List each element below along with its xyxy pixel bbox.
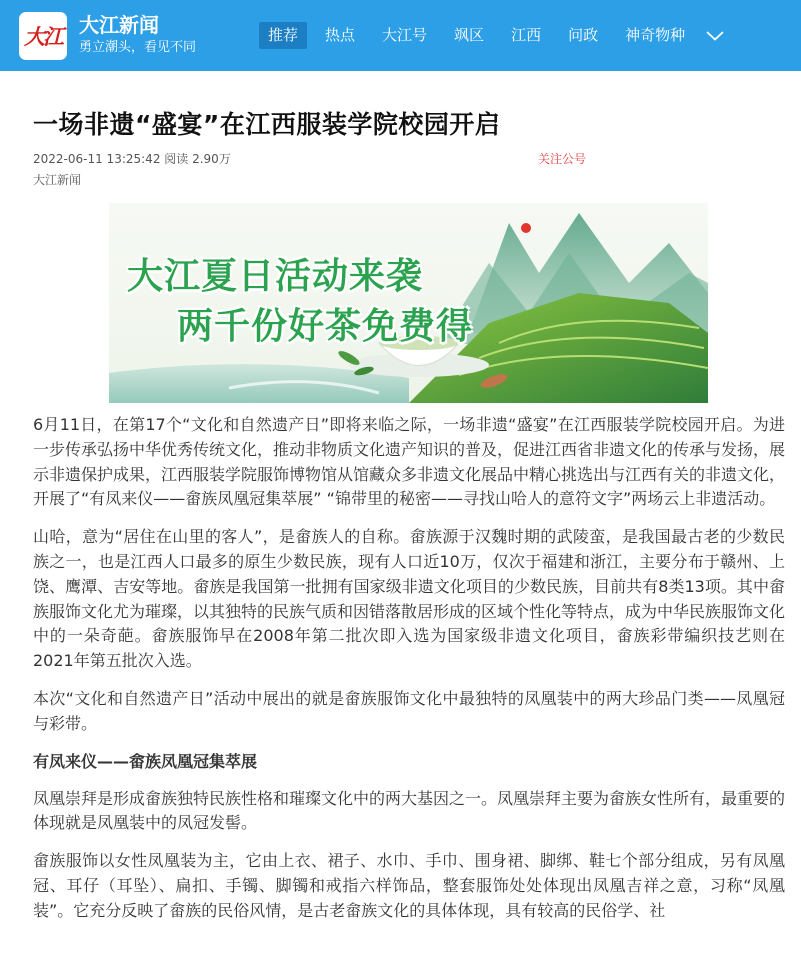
publish-datetime: 2022-06-11 13:25:42 [33, 152, 161, 166]
promo-banner[interactable] [109, 203, 708, 403]
brand-block [79, 13, 196, 57]
paragraph-2: 山哈，意为“居住在山里的客人”，是畲族人的自称。畲族源于汉魏时期的武陵蛮，是我国最古老的少数民族之一，也是江西人口最多的原生少数民族，现有人口近10万，仅次于福建和浙江，主要分布于赣州、上饶、鹰潭、吉安等地。畲族是我国第一批拥有国家级非遗文化项目的少数民族，目前共有8类13项。其中畲族服饰文化尤为璀璨，以其独特的民族气质和因错落散居形成的区域个性化等特点，成为中华民族服饰文化中的一朵奇葩。畲族服饰早在2008年第二批次即入选为国家级非遗文化项目，畲族彩带编织技艺则在2021年第五批次入选。 [33, 527, 786, 671]
banner-headline: 大江夏日活动来袭 [127, 256, 424, 297]
paragraph-1: 6月11日，在第17个“文化和自然遗产日”即将来临之际，一场非遗“盛宴”在江西服装学院校园开启。为进一步传承弘扬中华优秀传统文化，推动非物质文化遗产知识的普及，促进江西省非遗文化的传承与发扬，展示非遗保护成果，江西服装学院服饰博物馆从馆藏众多非遗文化展品中精心挑选出与江西有关的非遗文化，开展了“有凤来仪——畲族凤凰冠集萃展” “锦带里的秘密——寻找山哈人的意符文字”两场云上非遗活动。 [33, 415, 786, 509]
read-count: 阅读 2.90万 [164, 152, 231, 166]
logo-text: 大江 [24, 24, 62, 49]
nav-tab-hot[interactable]: 热点 [325, 26, 356, 44]
article-source: 大江新闻 [33, 173, 82, 187]
section-subheading: 有凤来仪——畲族凤凰冠集萃展 [33, 751, 258, 771]
nav-tab-jiangxi[interactable]: 江西 [511, 26, 542, 44]
nav-tab-wenzheng[interactable]: 问政 [568, 26, 599, 44]
paragraph-3: 本次“文化和自然遗产日”活动中展出的就是畲族服饰文化中最独特的凤凰装中的两大珍品门类——凤凰冠与彩带。 [33, 688, 785, 733]
nav-tab-dajianghao[interactable]: 大江号 [382, 26, 428, 44]
article-title: 一场非遗“盛宴”在江西服装学院校园开启 [33, 110, 501, 139]
channel-nav [259, 22, 725, 49]
paragraph-5: 畲族服饰以女性凤凰装为主，它由上衣、裙子、水巾、手巾、围身裙、脚绑、鞋七个部分组成，另有凤凰冠、耳仔（耳坠）、扁扣、手镯、脚镯和戒指六样饰品，整套服饰处处体现出凤凰吉祥之意，习称“凤凰装”。它充分反映了畲族的民俗风情，是古老畲族文化的具体体现，具有较高的民俗学、社 [33, 851, 785, 920]
nav-tab-saqu[interactable]: 飒区 [454, 26, 485, 44]
paragraph-4: 凤凰崇拜是形成畲族独特民族性格和璀璨文化中的两大基因之一。凤凰崇拜主要为畲族女性所有，最重要的体现就是凤凰装中的凤冠发髻。 [33, 788, 786, 833]
article-meta [33, 151, 231, 167]
nav-tab-species[interactable]: 神奇物种 [625, 26, 686, 44]
brand-name: 大江新闻 [79, 13, 159, 37]
nav-tab-recommend[interactable]: 推荐 [259, 22, 307, 49]
brand-slogan: 勇立潮头，看见不同 [79, 40, 197, 55]
banner-subheadline: 两千份好茶免费得 [177, 306, 474, 347]
chevron-down-icon[interactable] [705, 22, 725, 49]
app-logo[interactable] [19, 12, 67, 60]
follow-account-link[interactable]: 关注公号 [538, 152, 587, 166]
top-navigation-bar [0, 0, 801, 71]
article-body [33, 413, 785, 937]
